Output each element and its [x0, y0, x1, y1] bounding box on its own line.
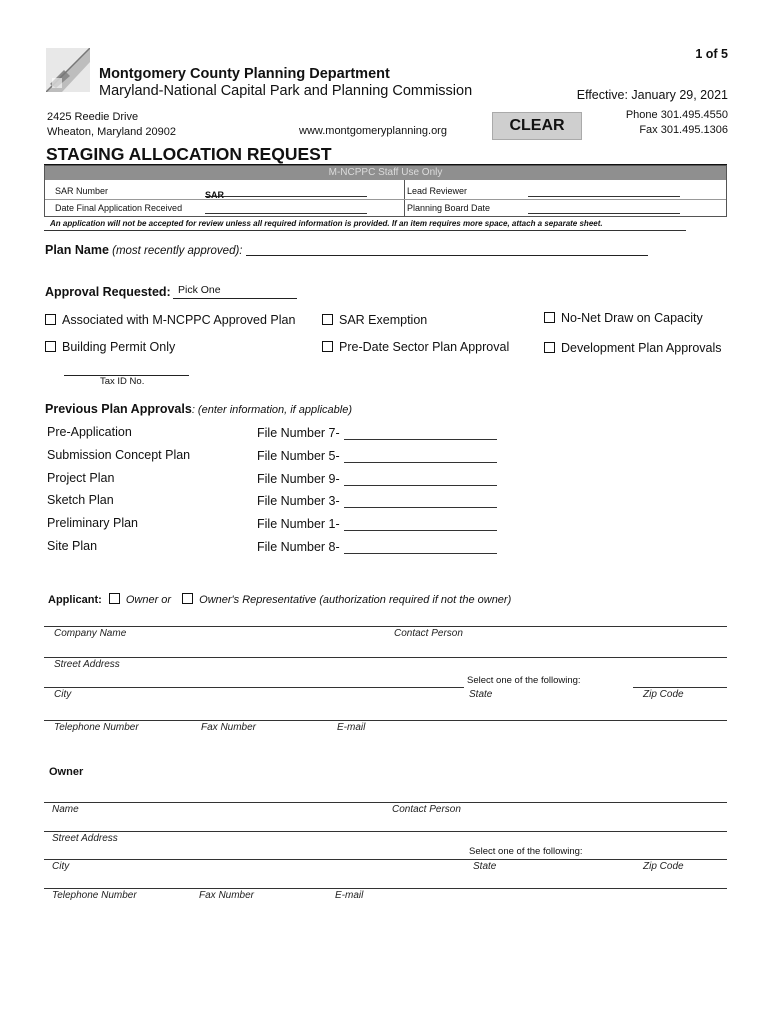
option-label: Building Permit Only [62, 340, 176, 354]
plan-name-hint: (most recently approved): [108, 245, 243, 257]
checkbox-icon[interactable] [322, 341, 333, 352]
board-date-field[interactable] [528, 202, 680, 214]
representative-checkbox-icon[interactable] [182, 593, 193, 604]
prev-row-label: Sketch Plan [47, 493, 114, 507]
previous-approvals-heading [45, 402, 352, 416]
company-name-label: Company Name [54, 628, 127, 639]
staff-use-box [44, 165, 727, 217]
email-label: E-mail [337, 722, 366, 733]
prev-row-label: Submission Concept Plan [47, 448, 191, 462]
fax-label: Fax Number [201, 722, 257, 733]
owner-contact-label: Contact Person [392, 804, 461, 815]
option-label: Associated with M-NCPPC Approved Plan [62, 313, 296, 327]
sar-number-label: SAR Number [55, 186, 109, 196]
company-contact-input[interactable] [44, 612, 727, 626]
file-number-input[interactable] [344, 495, 497, 508]
telephone-label: Telephone Number [54, 722, 139, 733]
phone-number: Phone 301.495.4550 [625, 109, 728, 121]
date-received-field[interactable] [205, 202, 367, 214]
checkbox-icon[interactable] [45, 314, 56, 325]
date-received-label: Date Final Application Received [55, 203, 183, 213]
effective-date: Effective: January 29, 2021 [576, 88, 728, 102]
board-date-label: Planning Board Date [407, 203, 491, 213]
option-building-permit[interactable] [45, 340, 175, 354]
file-number-input[interactable] [344, 450, 497, 463]
sar-prefix: SAR [205, 190, 225, 200]
prev-row-file-label: File Number 3- [257, 494, 340, 508]
file-number-input[interactable] [344, 518, 497, 531]
owner-checkbox-icon[interactable] [109, 593, 120, 604]
prev-row-file-label: File Number 5- [257, 449, 340, 463]
owner-zip-label: Zip Code [643, 861, 684, 872]
prev-row-file-label: File Number 8- [257, 540, 340, 554]
plan-name-input[interactable] [246, 243, 648, 256]
prev-row-label: Project Plan [47, 471, 115, 485]
option-no-net-draw[interactable] [544, 311, 703, 325]
owner-street-label: Street Address [52, 833, 118, 844]
state-label: State [469, 689, 493, 700]
prev-row-label: Pre-Application [47, 425, 132, 439]
prev-row-label: Preliminary Plan [47, 516, 139, 530]
department-name: Montgomery County Planning Department [99, 66, 390, 82]
option-label: Development Plan Approvals [561, 341, 722, 355]
previous-approvals-hint: : (enter information, if applicable) [191, 404, 352, 416]
file-number-input[interactable] [344, 427, 497, 440]
clear-button[interactable]: CLEAR [492, 112, 582, 140]
plan-name-label [45, 243, 243, 257]
option-label: Pre-Date Sector Plan Approval [339, 340, 510, 354]
lead-reviewer-label: Lead Reviewer [407, 186, 468, 196]
address-line-2: Wheaton, Maryland 20902 [47, 126, 177, 138]
website-link[interactable]: www.montgomeryplanning.org [299, 125, 447, 137]
owner-email-label: E-mail [335, 890, 364, 901]
checkbox-icon[interactable] [45, 341, 56, 352]
address-line-1: 2425 Reedie Drive [47, 111, 139, 123]
owner-fax-label: Fax Number [199, 890, 255, 901]
lead-reviewer-field[interactable] [528, 185, 680, 197]
option-associated-plan[interactable] [45, 313, 295, 327]
checkbox-icon[interactable] [544, 342, 555, 353]
checkbox-icon[interactable] [322, 314, 333, 325]
representative-option-label: Owner's Representative (authorization required if not the owner) [199, 594, 512, 606]
owner-heading: Owner [49, 766, 84, 778]
state-select[interactable]: Select one of the following: [467, 675, 581, 686]
approval-requested-label: Approval Requested: [45, 285, 171, 299]
page-indicator: 1 of 5 [695, 47, 728, 61]
prev-row-file-label: File Number 7- [257, 426, 340, 440]
owner-name-label: Name [52, 804, 79, 815]
prev-row-file-label: File Number 9- [257, 472, 340, 486]
fax-number: Fax 301.495.1306 [639, 124, 728, 136]
tax-id-input[interactable] [64, 364, 189, 376]
zip-code-label: Zip Code [643, 689, 684, 700]
checkbox-icon[interactable] [544, 312, 555, 323]
staff-use-banner: M-NCPPC Staff Use Only [45, 166, 726, 180]
city-label: City [54, 689, 72, 700]
tax-id-label: Tax ID No. [100, 376, 145, 387]
option-label: SAR Exemption [339, 313, 428, 327]
contact-person-label: Contact Person [394, 628, 463, 639]
owner-state-select[interactable]: Select one of the following: [469, 846, 583, 857]
previous-approvals-title: Previous Plan Approvals [45, 402, 192, 416]
plan-name-title: Plan Name [45, 243, 109, 257]
approval-select[interactable]: Pick One [173, 284, 297, 299]
applicant-heading [48, 593, 511, 606]
sar-number-field[interactable] [205, 185, 367, 200]
prev-row-label: Site Plan [47, 539, 98, 553]
owner-city-label: City [52, 861, 70, 872]
street-address-label: Street Address [54, 659, 120, 670]
file-number-input[interactable] [344, 541, 497, 554]
application-notice: An application will not be accepted for review unless all required information is provided. If an item requires more space, attach a separate sheet. [50, 219, 603, 228]
form-title: STAGING ALLOCATION REQUEST [46, 144, 332, 164]
option-pre-date-sector[interactable] [322, 340, 509, 354]
owner-option-label: Owner or [125, 594, 172, 606]
owner-telephone-label: Telephone Number [52, 890, 137, 901]
commission-name: Maryland-National Capital Park and Planning Commission [99, 83, 473, 99]
option-development-plan[interactable] [544, 341, 722, 355]
owner-state-label: State [473, 861, 497, 872]
option-sar-exemption[interactable] [322, 313, 427, 327]
prev-row-file-label: File Number 1- [257, 517, 340, 531]
option-label: No-Net Draw on Capacity [561, 311, 703, 325]
mncppc-logo [46, 48, 90, 92]
applicant-title: Applicant: [48, 594, 102, 606]
file-number-input[interactable] [344, 473, 497, 486]
